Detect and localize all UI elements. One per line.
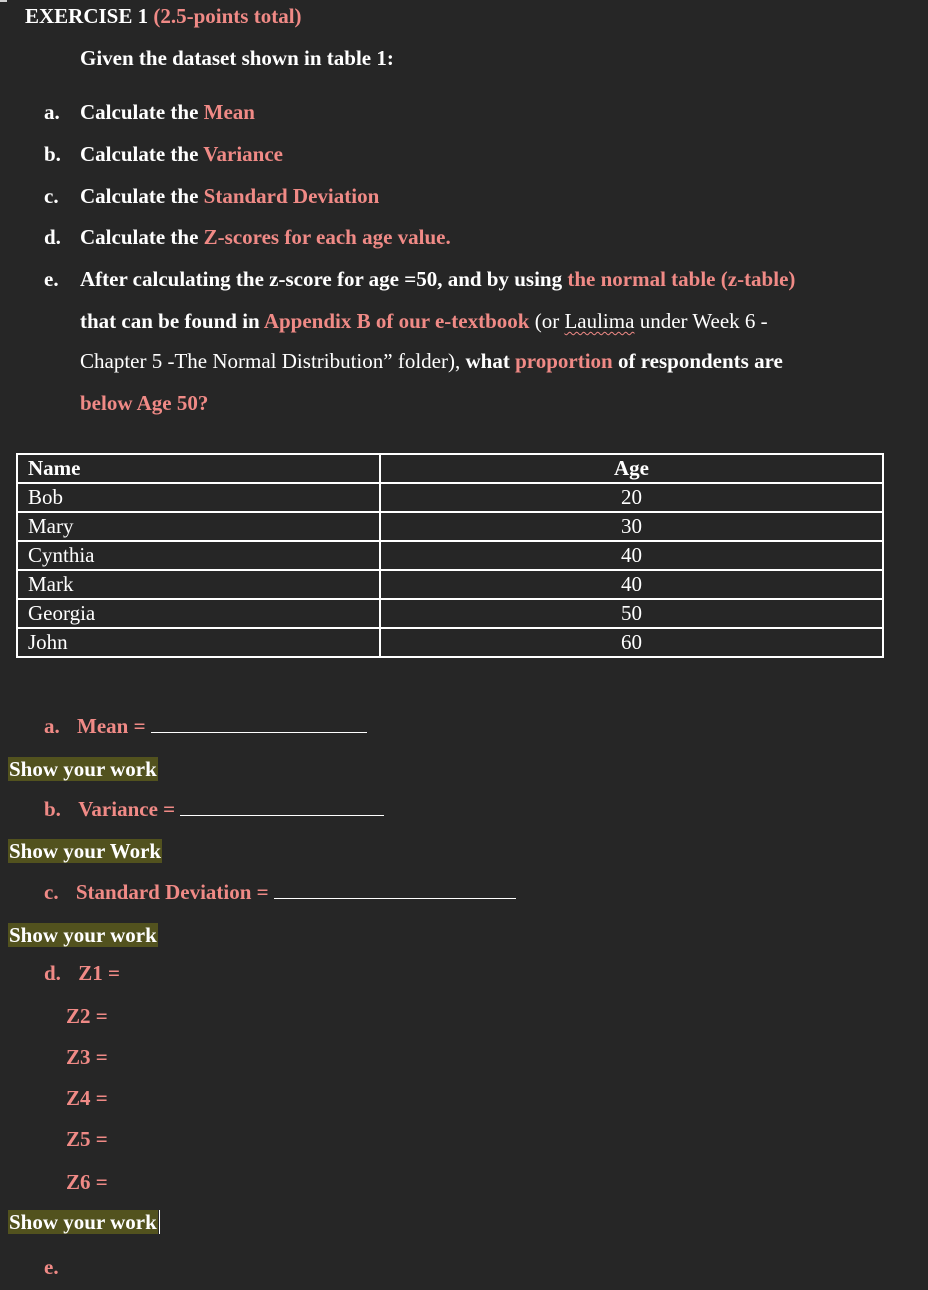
table-row — [17, 599, 883, 628]
item-e-proportion: proportion — [515, 349, 613, 373]
item-e-laulima: Laulima — [564, 309, 635, 333]
table-row — [17, 512, 883, 541]
item-e-letter: e. — [44, 267, 59, 291]
item-b-prefix: Calculate the — [80, 142, 204, 166]
text-cursor — [159, 1210, 161, 1234]
cell-age: 30 — [380, 512, 883, 541]
item-a-letter: a. — [44, 100, 60, 124]
item-c-prefix: Calculate the — [80, 184, 204, 208]
cell-name: Mary — [17, 512, 380, 541]
item-b-letter: b. — [44, 142, 61, 166]
item-a-highlight: Mean — [203, 100, 255, 124]
item-d-text — [80, 225, 451, 250]
item-e-paren: (or — [529, 309, 565, 333]
answer-mean — [44, 714, 367, 739]
answer-mean-letter: a. — [44, 714, 60, 738]
item-a-prefix: Calculate the — [80, 100, 204, 124]
item-e-appendix: Appendix B of our e-textbook — [263, 309, 530, 333]
answer-mean-label: Mean = — [77, 714, 146, 738]
table-row — [17, 541, 883, 570]
item-b-highlight: Variance — [203, 142, 283, 166]
cell-name: Bob — [17, 483, 380, 512]
answer-z1 — [44, 961, 120, 986]
table-header-row — [17, 454, 883, 483]
item-d-highlight: Z-scores for each age value. — [203, 225, 451, 249]
z1-label: Z1 = — [78, 961, 120, 985]
z4-label: Z4 = — [66, 1086, 108, 1110]
item-e-line2-text: that can be found in — [80, 309, 264, 333]
table-row — [17, 628, 883, 657]
answer-sd-label: Standard Deviation = — [75, 880, 269, 904]
item-b-text — [80, 142, 283, 167]
answer-z-letter: d. — [44, 961, 61, 985]
show-work-4-text: Show your work — [9, 1210, 157, 1234]
show-work-3-text: Show your work — [9, 923, 157, 947]
cell-age: 60 — [380, 628, 883, 657]
item-e-line3 — [80, 349, 783, 374]
z5-label: Z5 = — [66, 1127, 108, 1151]
table-row — [17, 570, 883, 599]
item-e-week: under Week 6 - — [634, 309, 768, 333]
given-statement: Given the dataset shown in table 1: — [80, 46, 394, 70]
show-work-4 — [8, 1210, 160, 1235]
item-e-line1-text: After calculating the z-score for age =50, and by using — [80, 267, 568, 291]
item-e-what: what — [465, 349, 516, 373]
item-e-respondents: of respondents are — [612, 349, 783, 373]
item-e-line4: below Age 50? — [80, 391, 209, 415]
exercise-points: (2.5-points total) — [153, 4, 302, 28]
page-corner-mark — [0, 0, 7, 2]
show-work-2 — [8, 839, 162, 864]
item-e-line1 — [80, 267, 795, 292]
answer-variance-letter: b. — [44, 797, 61, 821]
header-name: Name — [17, 454, 380, 483]
cell-age: 50 — [380, 599, 883, 628]
z6-label: Z6 = — [66, 1170, 108, 1194]
cell-age: 40 — [380, 541, 883, 570]
item-e-line2 — [80, 309, 768, 334]
z2-label: Z2 = — [66, 1004, 108, 1028]
item-e-ztable: the normal table (z-table) — [567, 267, 796, 291]
exercise-title-text: EXERCISE 1 — [25, 4, 149, 28]
dataset-table — [16, 453, 884, 658]
header-age: Age — [380, 454, 883, 483]
z3-label: Z3 = — [66, 1045, 108, 1069]
sd-answer-line[interactable] — [274, 897, 516, 899]
item-c-letter: c. — [44, 184, 59, 208]
item-d-letter: d. — [44, 225, 61, 249]
cell-age: 40 — [380, 570, 883, 599]
cell-age: 20 — [380, 483, 883, 512]
cell-name: John — [17, 628, 380, 657]
show-work-1-text: Show your work — [9, 757, 157, 781]
show-work-2-text: Show your Work — [9, 839, 162, 863]
show-work-1 — [8, 757, 158, 782]
answer-sd-letter: c. — [44, 880, 59, 904]
answer-sd — [44, 880, 516, 905]
exercise-title — [25, 4, 302, 29]
cell-name: Mark — [17, 570, 380, 599]
show-work-3 — [8, 923, 158, 948]
item-c-text — [80, 184, 379, 209]
cell-name: Georgia — [17, 599, 380, 628]
answer-variance-label: Variance = — [78, 797, 176, 821]
item-c-highlight: Standard Deviation — [203, 184, 380, 208]
answer-variance — [44, 797, 384, 822]
answer-e-letter: e. — [44, 1255, 59, 1279]
table-row — [17, 483, 883, 512]
item-a-text — [80, 100, 255, 125]
item-d-prefix: Calculate the — [80, 225, 204, 249]
variance-answer-line[interactable] — [180, 814, 384, 816]
item-e-chapter: Chapter 5 -The Normal Distribution” folder), — [80, 349, 466, 373]
cell-name: Cynthia — [17, 541, 380, 570]
mean-answer-line[interactable] — [151, 731, 367, 733]
